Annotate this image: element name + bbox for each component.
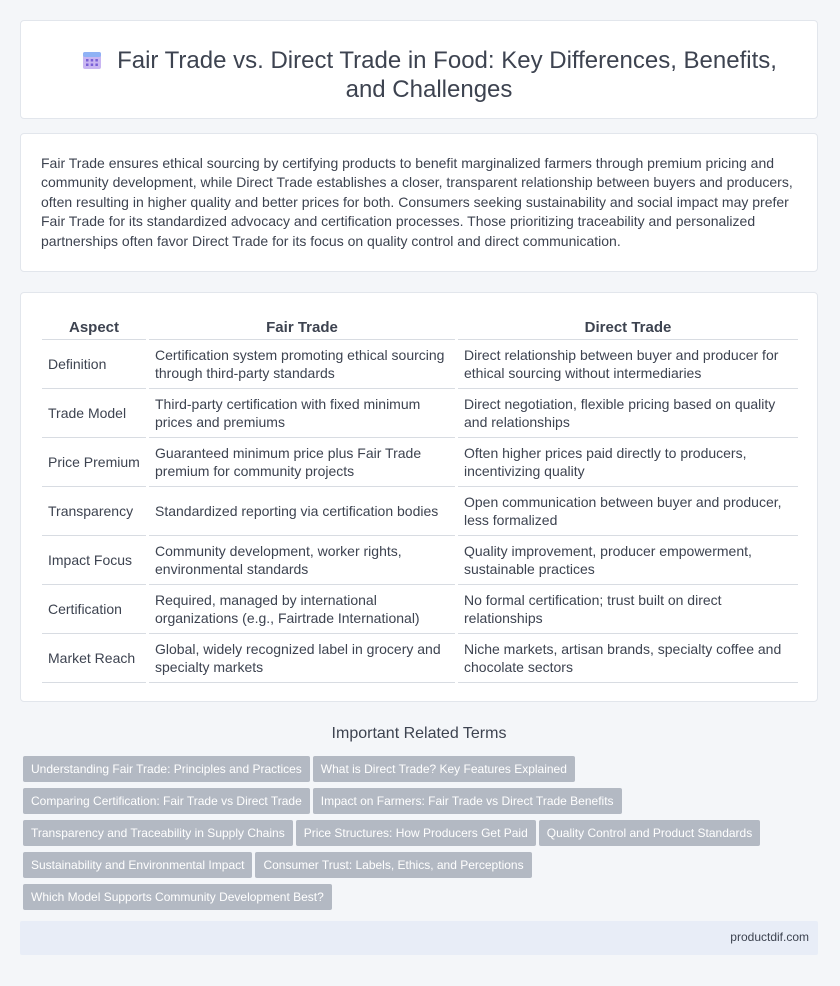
related-terms-title: Important Related Terms	[331, 725, 507, 742]
header-card	[20, 20, 818, 119]
fair-trade-cell: Community development, worker rights, environmental standards	[148, 536, 457, 585]
direct-trade-cell: Direct negotiation, flexible pricing based on quality and relationships	[457, 389, 799, 438]
table-row	[42, 389, 798, 438]
footer-site-link[interactable]: productdif.com	[730, 930, 809, 944]
related-tag[interactable]: Consumer Trust: Labels, Ethics, and Perceptions	[255, 852, 531, 878]
header-aspect: Aspect	[42, 313, 148, 340]
direct-trade-cell: Open communication between buyer and producer, less formalized	[457, 487, 799, 536]
direct-trade-cell: Direct relationship between buyer and producer for ethical sourcing without intermediaries	[457, 340, 799, 389]
related-tag[interactable]: Quality Control and Product Standards	[539, 820, 760, 846]
calendar-icon	[81, 49, 103, 71]
related-tags	[23, 756, 803, 916]
table-row	[42, 536, 798, 585]
comparison-card	[20, 292, 818, 702]
fair-trade-cell: Certification system promoting ethical sourcing through third-party standards	[148, 340, 457, 389]
related-terms-section	[20, 718, 818, 904]
page-title: Fair Trade vs. Direct Trade in Food: Key Differences, Benefits, and Challenges	[117, 47, 777, 103]
intro-card	[20, 133, 818, 272]
fair-trade-cell: Guaranteed minimum price plus Fair Trade premium for community projects	[148, 438, 457, 487]
intro-text: Fair Trade ensures ethical sourcing by certifying products to benefit marginalized farmers through premium pricing and community development, while Direct Trade establishes a closer, transparent relationship between buyers and producers, often resulting in higher quality and better prices for both. Consumers seeking sustainability and social impact may prefer Fair Trade for its standardized advocacy and certification processes. Those prioritizing traceability and personalized partnerships often favor Direct Trade for its focus on quality control and direct communication.	[41, 155, 793, 249]
related-tag[interactable]: What is Direct Trade? Key Features Explained	[313, 756, 575, 782]
aspect-cell: Transparency	[42, 487, 148, 536]
table-header-row	[42, 313, 798, 340]
aspect-cell: Market Reach	[42, 634, 148, 683]
table-row	[42, 438, 798, 487]
fair-trade-cell: Standardized reporting via certification bodies	[148, 487, 457, 536]
aspect-cell: Impact Focus	[42, 536, 148, 585]
aspect-cell: Trade Model	[42, 389, 148, 438]
aspect-cell: Certification	[42, 585, 148, 634]
header-fair-trade: Fair Trade	[148, 313, 457, 340]
related-tag[interactable]: Which Model Supports Community Development Best?	[23, 884, 332, 910]
fair-trade-cell: Third-party certification with fixed minimum prices and premiums	[148, 389, 457, 438]
header-direct-trade: Direct Trade	[457, 313, 799, 340]
related-tag[interactable]: Sustainability and Environmental Impact	[23, 852, 252, 878]
fair-trade-cell: Global, widely recognized label in grocery and specialty markets	[148, 634, 457, 683]
related-tag[interactable]: Price Structures: How Producers Get Paid	[296, 820, 536, 846]
related-tag[interactable]: Transparency and Traceability in Supply Chains	[23, 820, 293, 846]
related-tag[interactable]: Understanding Fair Trade: Principles and Practices	[23, 756, 310, 782]
comparison-table	[42, 313, 798, 683]
footer	[20, 921, 818, 955]
fair-trade-cell: Required, managed by international organizations (e.g., Fairtrade International)	[148, 585, 457, 634]
direct-trade-cell: Often higher prices paid directly to producers, incentivizing quality	[457, 438, 799, 487]
direct-trade-cell: No formal certification; trust built on direct relationships	[457, 585, 799, 634]
direct-trade-cell: Quality improvement, producer empowerment, sustainable practices	[457, 536, 799, 585]
direct-trade-cell: Niche markets, artisan brands, specialty coffee and chocolate sectors	[457, 634, 799, 683]
table-row	[42, 585, 798, 634]
table-row	[42, 634, 798, 683]
related-tag[interactable]: Impact on Farmers: Fair Trade vs Direct Trade Benefits	[313, 788, 622, 814]
page-title-wrap	[61, 46, 797, 104]
table-row	[42, 487, 798, 536]
table-row	[42, 340, 798, 389]
aspect-cell: Price Premium	[42, 438, 148, 487]
related-tag[interactable]: Comparing Certification: Fair Trade vs Direct Trade	[23, 788, 310, 814]
aspect-cell: Definition	[42, 340, 148, 389]
